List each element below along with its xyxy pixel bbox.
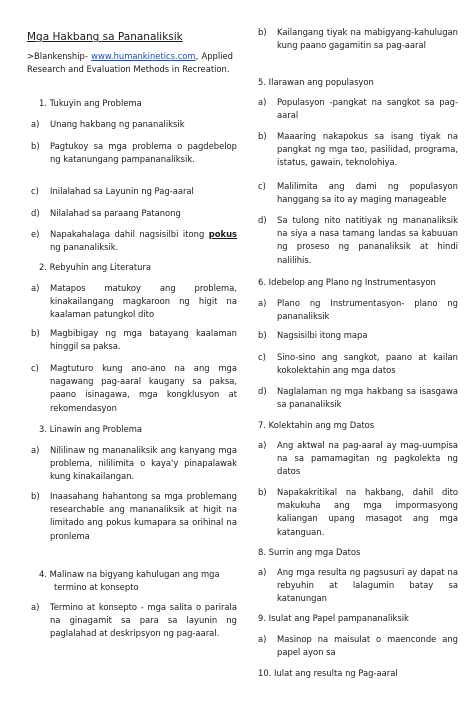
section-heading-9: 9. Isulat ang Papel pampananaliksik xyxy=(258,613,409,623)
list-item: c) Sino-sino ang sangkot, paano at kailan kokolektahin ang mga datos xyxy=(258,352,458,376)
source-reference xyxy=(27,50,233,76)
list-item: b) Kailangang tiyak na mabigyang-kahulugan kung paano gagamitin sa pag-aaral xyxy=(258,27,458,51)
source-link[interactable]: www.humankinetics.com xyxy=(91,51,196,61)
section-heading-3: 3. Linawin ang Problema xyxy=(39,424,143,434)
section-heading-6: 6. Idebelop ang Plano ng Instrumentasyon xyxy=(258,277,436,287)
section-heading-1: 1. Tukuyin ang Problema xyxy=(39,98,142,108)
section-heading-4: 4. Malinaw na bigyang kahulugan ang mga termino at konsepto xyxy=(39,569,220,593)
section-heading-8: 8. Surrin ang mga Datos xyxy=(258,547,361,557)
source-prefix: >Blankenship- xyxy=(27,51,88,61)
list-item: a) Ang mga resulta ng pagsusuri ay dapat na rebyuhin at lalagumin batay sa katanungan xyxy=(258,567,458,604)
section-heading-7: 7. Kolektahin ang mg Datos xyxy=(258,420,375,430)
list-item: a) Termino at konsepto - mga salita o parirala na ginagamit sa para sa layunin ng paglalahad at deskripsyon ng pag-aaral. xyxy=(31,602,237,639)
list-item: b) Nagsisilbi itong mapa xyxy=(258,330,368,340)
list-item: b) Pagtukoy sa mga problema o pagdebelop ng katanungang pampananaliksik. xyxy=(31,141,237,165)
list-item: a) Nililinaw ng mananaliksik ang kanyang mga problema, nililimita o kaya'y pinapalawak kung kinakailangan. xyxy=(31,445,237,482)
section-heading-10: 10. Iulat ang resulta ng Pag-aaral xyxy=(258,668,398,678)
list-item: a) Matapos matukoy ang problema, kinakailangang magkaroon ng higit na kaalaman patungkol dito xyxy=(31,283,237,320)
list-item: e) Napakahalaga dahil nagsisilbi itong pokus ng pananaliksik. xyxy=(31,229,238,253)
list-item: b) Maaaring nakapokus sa isang tiyak na pangkat ng mga tao, pasilidad, programa, istatus, gawain, teknolohiya. xyxy=(258,131,458,168)
list-item: a) Unang hakbang ng pananaliksik xyxy=(31,119,185,129)
document-title: Mga Hakbang sa Pananaliksik xyxy=(27,31,183,43)
list-item: c) Magtuturo kung ano-ano na ang mga nagawang pag-aaral kaugany sa paksa, paano isinagawa, mga kongklusyon at rekomendasyon xyxy=(31,363,237,413)
list-item: a) Plano ng Instrumentasyon- plano ng pananaliksik xyxy=(258,298,458,322)
keyword-pokus: pokus xyxy=(208,229,238,239)
list-item: b) Inaasahang hahantong sa mga problemang researchable ang mananaliksik at higit na limitado ang pokus kumapara sa orihinal na pronlema xyxy=(31,491,237,541)
list-item: a) Ang aktwal na pag-aaral ay mag-uumpisa na sa pamamagitan ng pagkolekta ng datos xyxy=(258,440,458,477)
section-heading-5: 5. Ilarawan ang populasyon xyxy=(258,77,374,87)
list-item: a) Masinop na maisulat o maenconde ang papel ayon sa xyxy=(258,634,458,658)
list-item: c) Malilimita ang dami ng populasyon hanggang sa ito ay maging manageable xyxy=(258,181,458,205)
list-item: b) Magbibigay ng mga batayang kaalaman hinggil sa paksa. xyxy=(31,328,237,352)
list-item: d) Sa tulong nito natitiyak ng mananaliksik na siya a nasa tamang landas sa kabuuan ng proseso ng pananaliksik at hindi nalilihis. xyxy=(258,215,458,265)
list-item: c) Inilalahad sa Layunin ng Pag-aaral xyxy=(31,186,194,196)
list-item: d) Naglalaman ng mga hakbang sa isasgawa sa pananaliksik xyxy=(258,386,458,410)
list-item: d) Nilalahad sa paraang Patanong xyxy=(31,208,181,218)
source-suffix: , Applied Research and Evaluation Methods in Recreation. xyxy=(27,51,233,75)
list-item: a) Populasyon -pangkat na sangkot sa pag-aaral xyxy=(258,97,458,121)
list-item: b) Napakakritikal na hakbang, dahil dito makukuha ang mga impormasyong kaliangan upang masagot ang mga katanguan. xyxy=(258,487,458,537)
section-heading-2: 2. Rebyuhin ang Literatura xyxy=(39,262,152,272)
